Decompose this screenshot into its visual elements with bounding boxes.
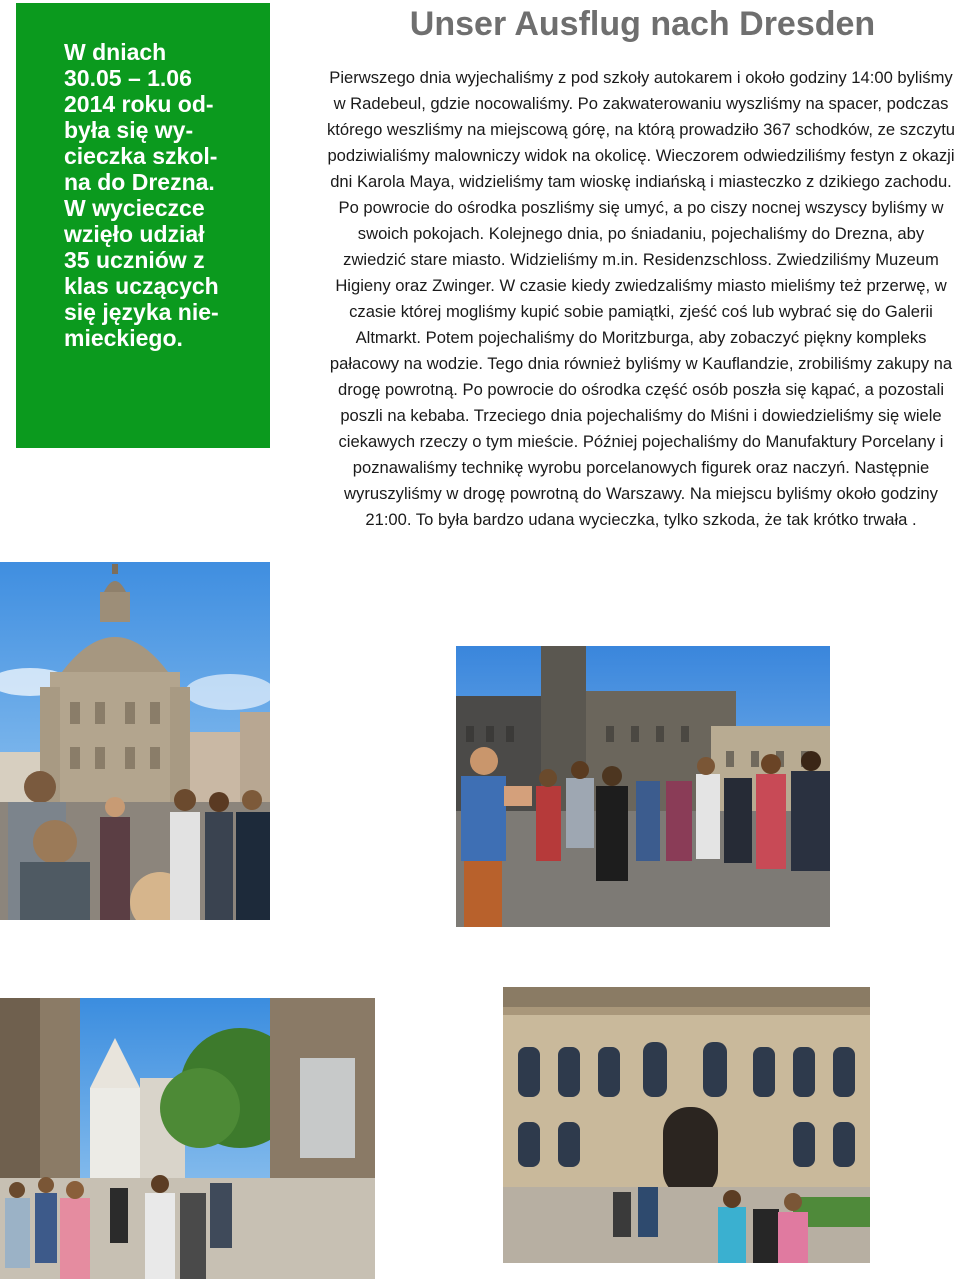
photo-meissen — [0, 998, 375, 1279]
page-title: Unser Ausflug nach Dresden — [409, 5, 876, 43]
photo-residenzschloss — [456, 646, 830, 927]
intro-box — [16, 3, 270, 448]
intro-text: W dniach 30.05 – 1.06 2014 roku od- była się wy- cieczka szkol- na do Drezna. W wycieczce wzięło udział 35 uczniów z klas uczących się języka nie- mieckiego. — [64, 39, 219, 351]
article-body: Pierwszego dnia wyjechaliśmy z pod szkoły autokarem i około godziny 14:00 byliśmy w Radebeul, gdzie nocowaliśmy. Po zakwaterowaniu wyszliśmy na spacer, podczas którego weszliśmy na miejscową górę, na którą prowadziło 367 schodków, ze szczytu podziwialiśmy malowniczy widok na okolicę. Wieczorem odwiedziliśmy festyn z okazji dni Karola Maya, widzieliśmy tam wioskę indiańską i miasteczko z dzikiego zachodu. Po powrocie do ośrodka poszliśmy się umyć, a po ciszy nocnej wszyscy byliśmy w swoich pokojach. Kolejnego dnia, po śniadaniu, pojechaliśmy do Drezna, aby zwiedzić stare miasto. Widzieliśmy m.in. Residenzschloss. Zwiedziliśmy Muzeum Higieny oraz Zwinger. W czasie kiedy zwiedzaliśmy miasto mieliśmy też przerwę, w czasie której mogliśmy kupić sobie pamiątki, zjeść coś lub wybrać się do Galerii Altmarkt. Potem pojechaliśmy do Moritzburga, aby zobaczyć piękny kompleks pałacowy na wodzie. Tego dnia również byliśmy w Kauflandzie, zrobiliśmy zakupy na drogę powrotną. Po powrocie do ośrodka część osób poszła się kąpać, a pozostali poszli na kebaba. Trzeciego dnia pojechaliśmy do Miśni i dowiedzieliśmy się wiele ciekawych rzeczy o tym mieście. Później pojechaliśmy do Manufaktury Porcelany i poznawaliśmy technikę wyrobu porcelanowych figurek oraz naczyń. Następnie wyruszyliśmy w drogę powrotną do Warszawy. Na miejscu byliśmy około godziny 21:00. To była bardzo udana wycieczka, tylko szkoda, że tak krótko trwała . — [326, 68, 956, 529]
photo-frauenkirche — [0, 562, 270, 920]
photo-zwinger — [503, 987, 870, 1263]
